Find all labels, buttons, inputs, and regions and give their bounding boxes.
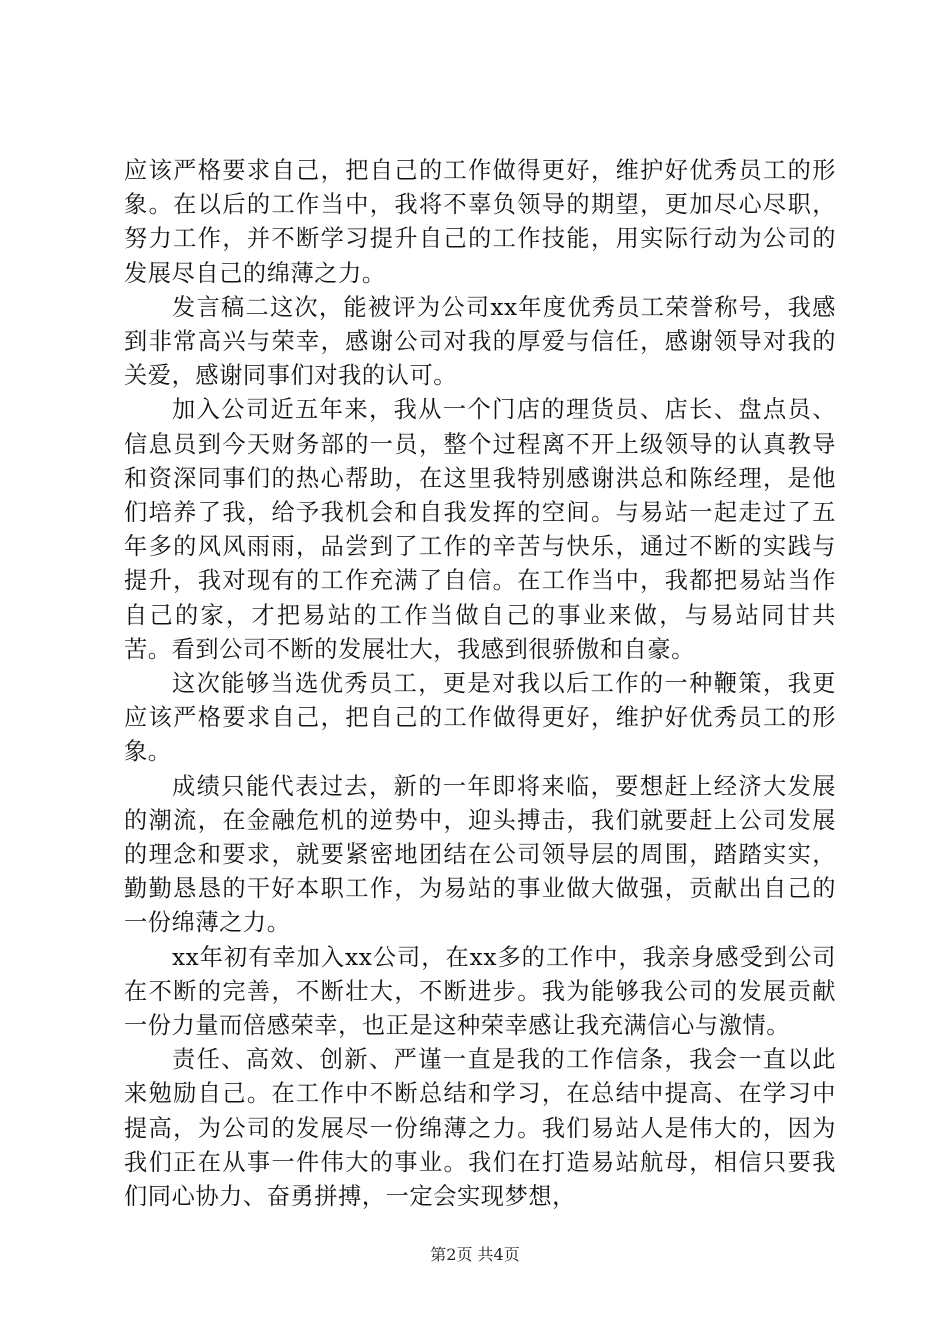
paragraph-7: 责任、高效、创新、严谨一直是我的工作信条，我会一直以此来勉励自己。在工作中不断总结和学习，在总结中提高、在学习中提高，为公司的发展尽一份绵薄之力。我们易站人是伟大的，因为我们正在从事一件伟大的事业。我们在打造易站航母，相信只要我们同心协力、奋勇拼搏，一定会实现梦想， [124,1046,836,1211]
page-footer [0,1245,950,1265]
paragraph-4: 这次能够当选优秀员工，更是对我以后工作的一种鞭策，我更应该严格要求自己，把自己的工作做得更好，维护好优秀员工的形象。 [124,670,836,766]
document-body [124,154,836,1214]
paragraph-6: xx年初有幸加入xx公司，在xx多的工作中，我亲身感受到公司在不断的完善，不断壮大，不断进步。我为能够我公司的发展贡献一份力量而倍感荣幸，也正是这种荣幸感让我充满信心与激情。 [124,943,836,1040]
page-number: 第2页 共4页 [430,1245,520,1264]
paragraph-3: 加入公司近五年来，我从一个门店的理货员、店长、盘点员、信息员到今天财务部的一员，整个过程离不开上级领导的认真教导和资深同事们的热心帮助，在这里我特别感谢洪总和陈经理，是他们培养了我，给予我机会和自我发挥的空间。与易站一起走过了五年多的风风雨雨，品尝到了工作的辛苦与快乐，通过不断的实践与提升，我对现有的工作充满了自信。在工作当中，我都把易站当作自己的家，才把易站的工作当做自己的事业来做，与易站同甘共苦。看到公司不断的发展壮大，我感到很骄傲和自豪。 [124,396,836,663]
paragraph-2: 发言稿二这次，能被评为公司xx年度优秀员工荣誉称号，我感到非常高兴与荣幸，感谢公司对我的厚爱与信任，感谢领导对我的关爱，感谢同事们对我的认可。 [124,293,836,390]
paragraph-1: 应该严格要求自己，把自己的工作做得更好，维护好优秀员工的形象。在以后的工作当中，我将不辜负领导的期望，更加尽心尽职，努力工作，并不断学习提升自己的工作技能，用实际行动为公司的发展尽自己的绵薄之力。 [124,157,836,287]
paragraph-5: 成绩只能代表过去，新的一年即将来临，要想赶上经济大发展的潮流，在金融危机的逆势中，迎头搏击，我们就要赶上公司发展的理念和要求，就要紧密地团结在公司领导层的周围，踏踏实实，勤勤恳恳的干好本职工作，为易站的事业做大做强，贡献出自己的一份绵薄之力。 [124,772,836,937]
